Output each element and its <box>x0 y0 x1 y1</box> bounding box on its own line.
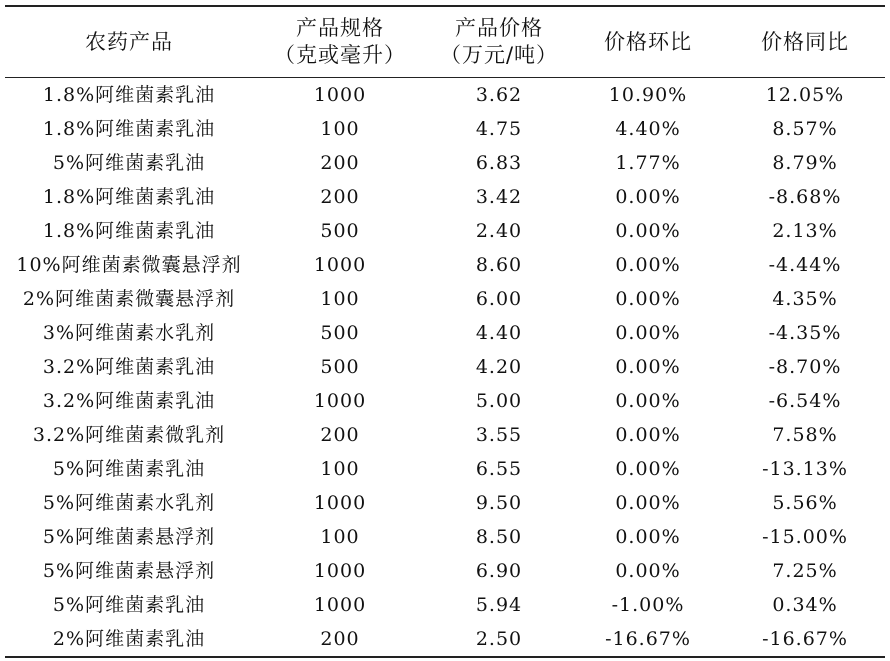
table-row <box>5 78 885 113</box>
table-header <box>5 6 885 78</box>
table-row <box>5 622 885 657</box>
product-cell: 5%阿维菌素水乳剂 <box>42 492 216 514</box>
price-cell: 5.00 <box>475 390 523 412</box>
table-row <box>5 554 885 588</box>
spec-cell: 1000 <box>313 492 367 514</box>
spec-cell: 1000 <box>313 84 367 106</box>
yoy-change-cell: 8.57% <box>772 118 838 140</box>
mom-change-cell: 0.00% <box>615 186 681 208</box>
price-cell: 6.83 <box>475 152 523 174</box>
spec-cell: 1000 <box>313 560 367 582</box>
product-cell: 1.8%阿维菌素乳油 <box>42 84 216 106</box>
yoy-change-cell: -8.68% <box>768 186 842 208</box>
mom-change-cell: 0.00% <box>615 288 681 310</box>
price-table-container <box>5 0 885 658</box>
spec-cell: 200 <box>320 152 360 174</box>
mom-change-cell: 0.00% <box>615 254 681 276</box>
table-row <box>5 350 885 384</box>
mom-change-cell: 0.00% <box>615 424 681 446</box>
product-cell: 1.8%阿维菌素乳油 <box>42 118 216 140</box>
mom-change-cell: 0.00% <box>615 322 681 344</box>
mom-change-cell: 0.00% <box>615 526 681 548</box>
yoy-change-cell: 2.13% <box>772 220 838 242</box>
table-row <box>5 588 885 622</box>
product-cell: 5%阿维菌素乳油 <box>52 152 206 174</box>
spec-cell: 100 <box>320 526 360 548</box>
spec-cell: 200 <box>320 424 360 446</box>
product-cell: 1.8%阿维菌素乳油 <box>42 186 216 208</box>
table-row <box>5 112 885 146</box>
header-spec-line1: 产品规格 <box>296 16 384 40</box>
product-cell: 2%阿维菌素微囊悬浮剂 <box>22 288 236 310</box>
product-cell: 5%阿维菌素乳油 <box>52 458 206 480</box>
price-cell: 6.90 <box>475 560 523 582</box>
header-price-line2: （万元/吨） <box>439 43 559 67</box>
yoy-change-cell: -8.70% <box>768 356 842 378</box>
yoy-change-cell: 8.79% <box>772 152 838 174</box>
table-row <box>5 452 885 486</box>
price-cell: 5.94 <box>475 594 523 616</box>
product-cell: 5%阿维菌素乳油 <box>52 594 206 616</box>
product-cell: 1.8%阿维菌素乳油 <box>42 220 216 242</box>
mom-change-cell: 10.90% <box>608 84 688 106</box>
header-mom-line1: 价格环比 <box>604 29 692 54</box>
yoy-change-cell: -16.67% <box>762 628 848 650</box>
price-cell: 6.00 <box>475 288 523 310</box>
spec-cell: 100 <box>320 458 360 480</box>
mom-change-cell: -1.00% <box>611 594 685 616</box>
yoy-change-cell: 4.35% <box>772 288 838 310</box>
yoy-change-cell: 5.56% <box>772 492 838 514</box>
yoy-change-cell: -6.54% <box>768 390 842 412</box>
price-cell: 2.40 <box>475 220 523 242</box>
header-spec-line2: （克或毫升） <box>274 43 406 67</box>
table-row <box>5 146 885 180</box>
price-cell: 3.55 <box>475 424 523 446</box>
spec-cell: 200 <box>320 628 360 650</box>
table-row <box>5 248 885 282</box>
mom-change-cell: 4.40% <box>615 118 681 140</box>
header-price-line1: 产品价格 <box>455 16 543 40</box>
spec-cell: 500 <box>320 322 360 344</box>
table-row <box>5 418 885 452</box>
price-cell: 6.55 <box>475 458 523 480</box>
header-yoy <box>725 6 885 78</box>
price-cell: 4.40 <box>475 322 523 344</box>
header-row <box>5 6 885 78</box>
header-price <box>427 6 571 78</box>
price-cell: 9.50 <box>475 492 523 514</box>
table-body <box>5 78 885 658</box>
header-mom <box>571 6 725 78</box>
mom-change-cell: 0.00% <box>615 356 681 378</box>
yoy-change-cell: 7.25% <box>772 560 838 582</box>
yoy-change-cell: 7.58% <box>772 424 838 446</box>
price-cell: 4.75 <box>475 118 523 140</box>
spec-cell: 1000 <box>313 594 367 616</box>
yoy-change-cell: -4.35% <box>768 322 842 344</box>
header-yoy-line1: 价格同比 <box>761 29 849 54</box>
spec-cell: 500 <box>320 356 360 378</box>
mom-change-cell: 0.00% <box>615 220 681 242</box>
table-row <box>5 282 885 316</box>
price-cell: 3.62 <box>475 84 523 106</box>
header-spec <box>253 6 427 78</box>
header-product-line1: 农药产品 <box>85 29 173 54</box>
table-row <box>5 316 885 350</box>
price-cell: 8.60 <box>475 254 523 276</box>
spec-cell: 1000 <box>313 254 367 276</box>
yoy-change-cell: 12.05% <box>765 84 845 106</box>
yoy-change-cell: -13.13% <box>762 458 848 480</box>
price-cell: 4.20 <box>475 356 523 378</box>
yoy-change-cell: 0.34% <box>772 594 838 616</box>
spec-cell: 100 <box>320 118 360 140</box>
table-row <box>5 520 885 554</box>
mom-change-cell: 0.00% <box>615 492 681 514</box>
pesticide-price-table <box>5 5 885 658</box>
product-cell: 5%阿维菌素悬浮剂 <box>42 560 216 582</box>
product-cell: 5%阿维菌素悬浮剂 <box>42 526 216 548</box>
mom-change-cell: 0.00% <box>615 390 681 412</box>
mom-change-cell: -16.67% <box>605 628 691 650</box>
table-row <box>5 384 885 418</box>
table-row <box>5 486 885 520</box>
spec-cell: 1000 <box>313 390 367 412</box>
product-cell: 3.2%阿维菌素乳油 <box>42 390 216 412</box>
product-cell: 3.2%阿维菌素微乳剂 <box>32 424 226 446</box>
table-row <box>5 180 885 214</box>
product-cell: 2%阿维菌素乳油 <box>52 628 206 650</box>
header-product <box>5 6 253 78</box>
product-cell: 10%阿维菌素微囊悬浮剂 <box>16 254 242 276</box>
spec-cell: 500 <box>320 220 360 242</box>
product-cell: 3%阿维菌素水乳剂 <box>42 322 216 344</box>
spec-cell: 100 <box>320 288 360 310</box>
price-cell: 8.50 <box>475 526 523 548</box>
spec-cell: 200 <box>320 186 360 208</box>
yoy-change-cell: -15.00% <box>762 526 848 548</box>
mom-change-cell: 0.00% <box>615 560 681 582</box>
mom-change-cell: 0.00% <box>615 458 681 480</box>
mom-change-cell: 1.77% <box>615 152 681 174</box>
product-cell: 3.2%阿维菌素乳油 <box>42 356 216 378</box>
yoy-change-cell: -4.44% <box>768 254 842 276</box>
table-row <box>5 214 885 248</box>
price-cell: 2.50 <box>475 628 523 650</box>
price-cell: 3.42 <box>475 186 523 208</box>
